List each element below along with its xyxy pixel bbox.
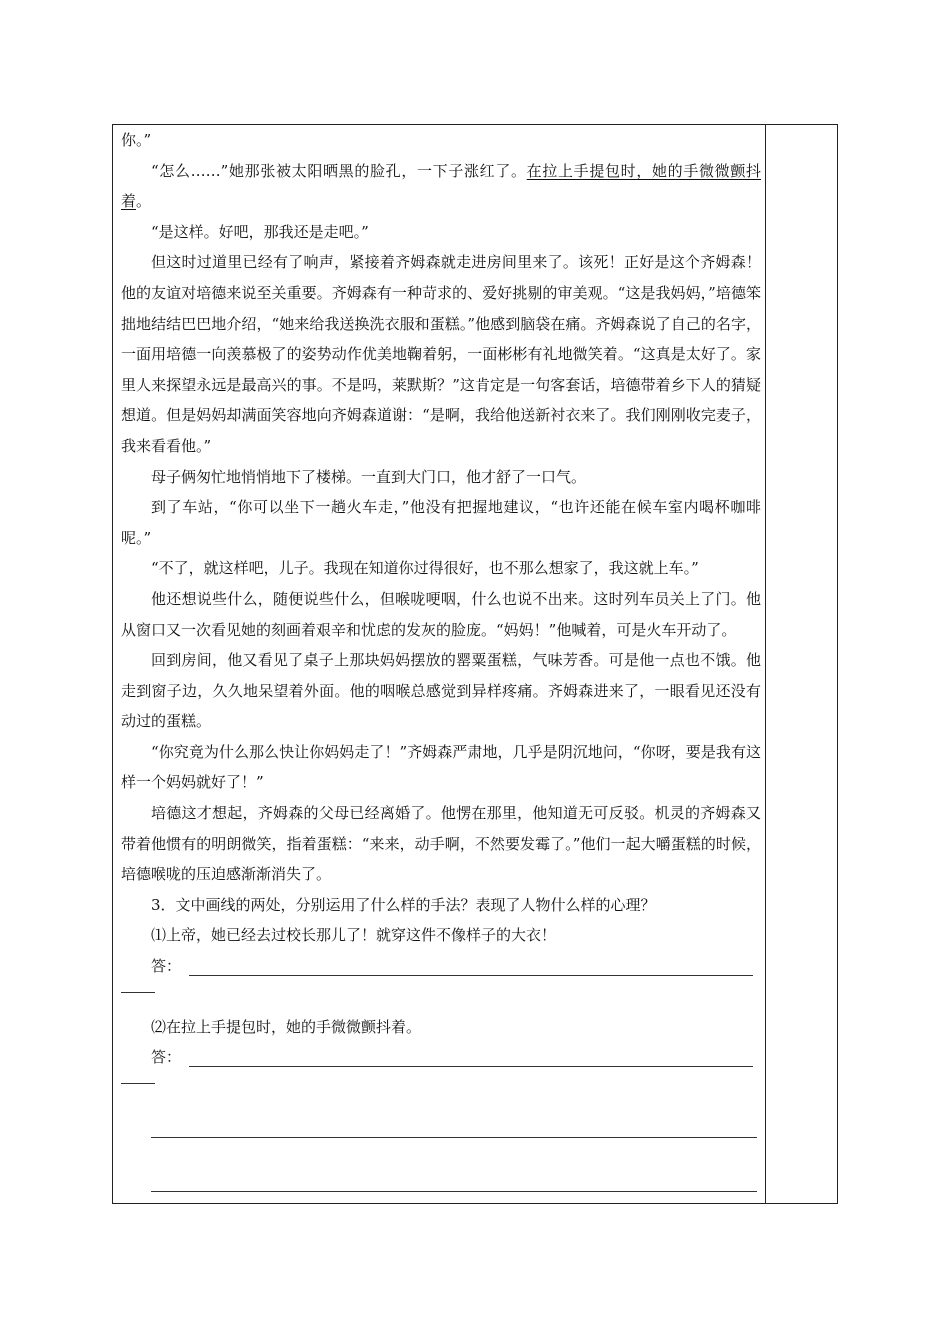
question-item-2: ⑵在拉上手提包时，她的手微微颤抖着。 — [151, 1017, 422, 1036]
paragraph: 培德这才想起，齐姆森的父母已经离婚了。他愣在那里，他知道无可反驳。机灵的齐姆森又带着他惯有的明朗微笑，指着蛋糕：“来来，动手啊，不然要发霉了。”他们一起大嚼蛋糕的时候，培德喉咙的压迫感渐渐消失了。 — [121, 804, 761, 884]
answer-rule — [189, 975, 753, 976]
paragraph: 到了车站，“你可以坐下一趟火车走，”他没有把握地建议，“也许还能在候车室内喝杯咖啡呢。” — [121, 498, 761, 547]
answer-line-tail — [121, 1073, 761, 1103]
answer-line-1[interactable] — [121, 951, 761, 982]
paragraph: 回到房间，他又看见了桌子上那块妈妈摆放的罂粟蛋糕，气味芳香。可是他一点也不饿。他走到窗子边，久久地呆望着外面。他的咽喉总感觉到异样疼痛。齐姆森进来了，一眼看见还没有动过的蛋糕。 — [121, 651, 761, 731]
paragraph: 你。” — [121, 131, 152, 149]
paragraph: “是这样。好吧，那我还是走吧。” — [151, 222, 369, 241]
paragraph: 但这时过道里已经有了响声，紧接着齐姆森就走进房间里来了。该死！正好是这个齐姆森！他的友谊对培德来说至关重要。齐姆森有一种苛求的、爱好挑剔的审美观。“这是我妈妈，”培德笨拙地结结巴巴地介绍，“她来给我送换洗衣服和蛋糕。”他感到脑袋在痛。齐姆森说了自己的名字，一面用培德一向羡慕极了的姿势动作优美地鞠着躬，一面彬彬有礼地微笑着。“这真是太好了。家里人来探望永远是最高兴的事。不是吗，莱默斯？”这肯定是一句客套话，培德带着乡下人的猜疑想道。但是妈妈却满面笑容地向齐姆森道谢：“是啊，我给他送新衬衣来了。我们刚刚收完麦子，我来看看他。” — [121, 253, 761, 455]
answer-label: 答： — [151, 957, 182, 976]
blank-answer-line[interactable] — [151, 1137, 757, 1138]
answer-rule — [189, 1066, 753, 1067]
question-3: 3．文中画线的两处，分别运用了什么样的手法？表现了人物什么样的心理？ — [151, 895, 656, 914]
paragraph: “你究竟为什么那么快让你妈妈走了！”齐姆森严肃地，几乎是阴沉地问，“你呀，要是我有这样一个妈妈就好了！” — [121, 742, 761, 792]
paragraph: “怎么……”她那张被太阳晒黑的脸孔，一下子涨红了。在拉上手提包时，她的手微微颤抖着。 — [121, 161, 761, 211]
underlined-sentence: 在拉上手提包时，她的手微微颤抖着 — [121, 161, 761, 211]
blank-answer-line[interactable] — [151, 1191, 757, 1192]
paragraph: “不了，就这样吧，儿子。我现在知道你过得很好，也不那么想家了，我这就上车。” — [151, 559, 699, 578]
question-item-1: ⑴上帝，她已经去过校长那儿了！就穿这件不像样子的大衣！ — [151, 926, 557, 945]
passage-content — [121, 125, 761, 1103]
answer-label: 答： — [151, 1048, 182, 1067]
paragraph: 母子俩匆忙地悄悄地下了楼梯。一直到大门口，他才舒了一口气。 — [151, 467, 587, 486]
answer-line-2[interactable] — [121, 1042, 761, 1073]
column-divider — [765, 125, 766, 1203]
paragraph: 他还想说些什么，随便说些什么，但喉咙哽咽，什么也说不出来。这时列车员关上了门。他从窗口又一次看见她的刻画着艰辛和忧虑的发灰的脸庞。“妈妈！”他喊着，可是火车开动了。 — [121, 589, 761, 639]
page-table — [112, 124, 838, 1204]
answer-line-tail — [121, 982, 761, 1012]
